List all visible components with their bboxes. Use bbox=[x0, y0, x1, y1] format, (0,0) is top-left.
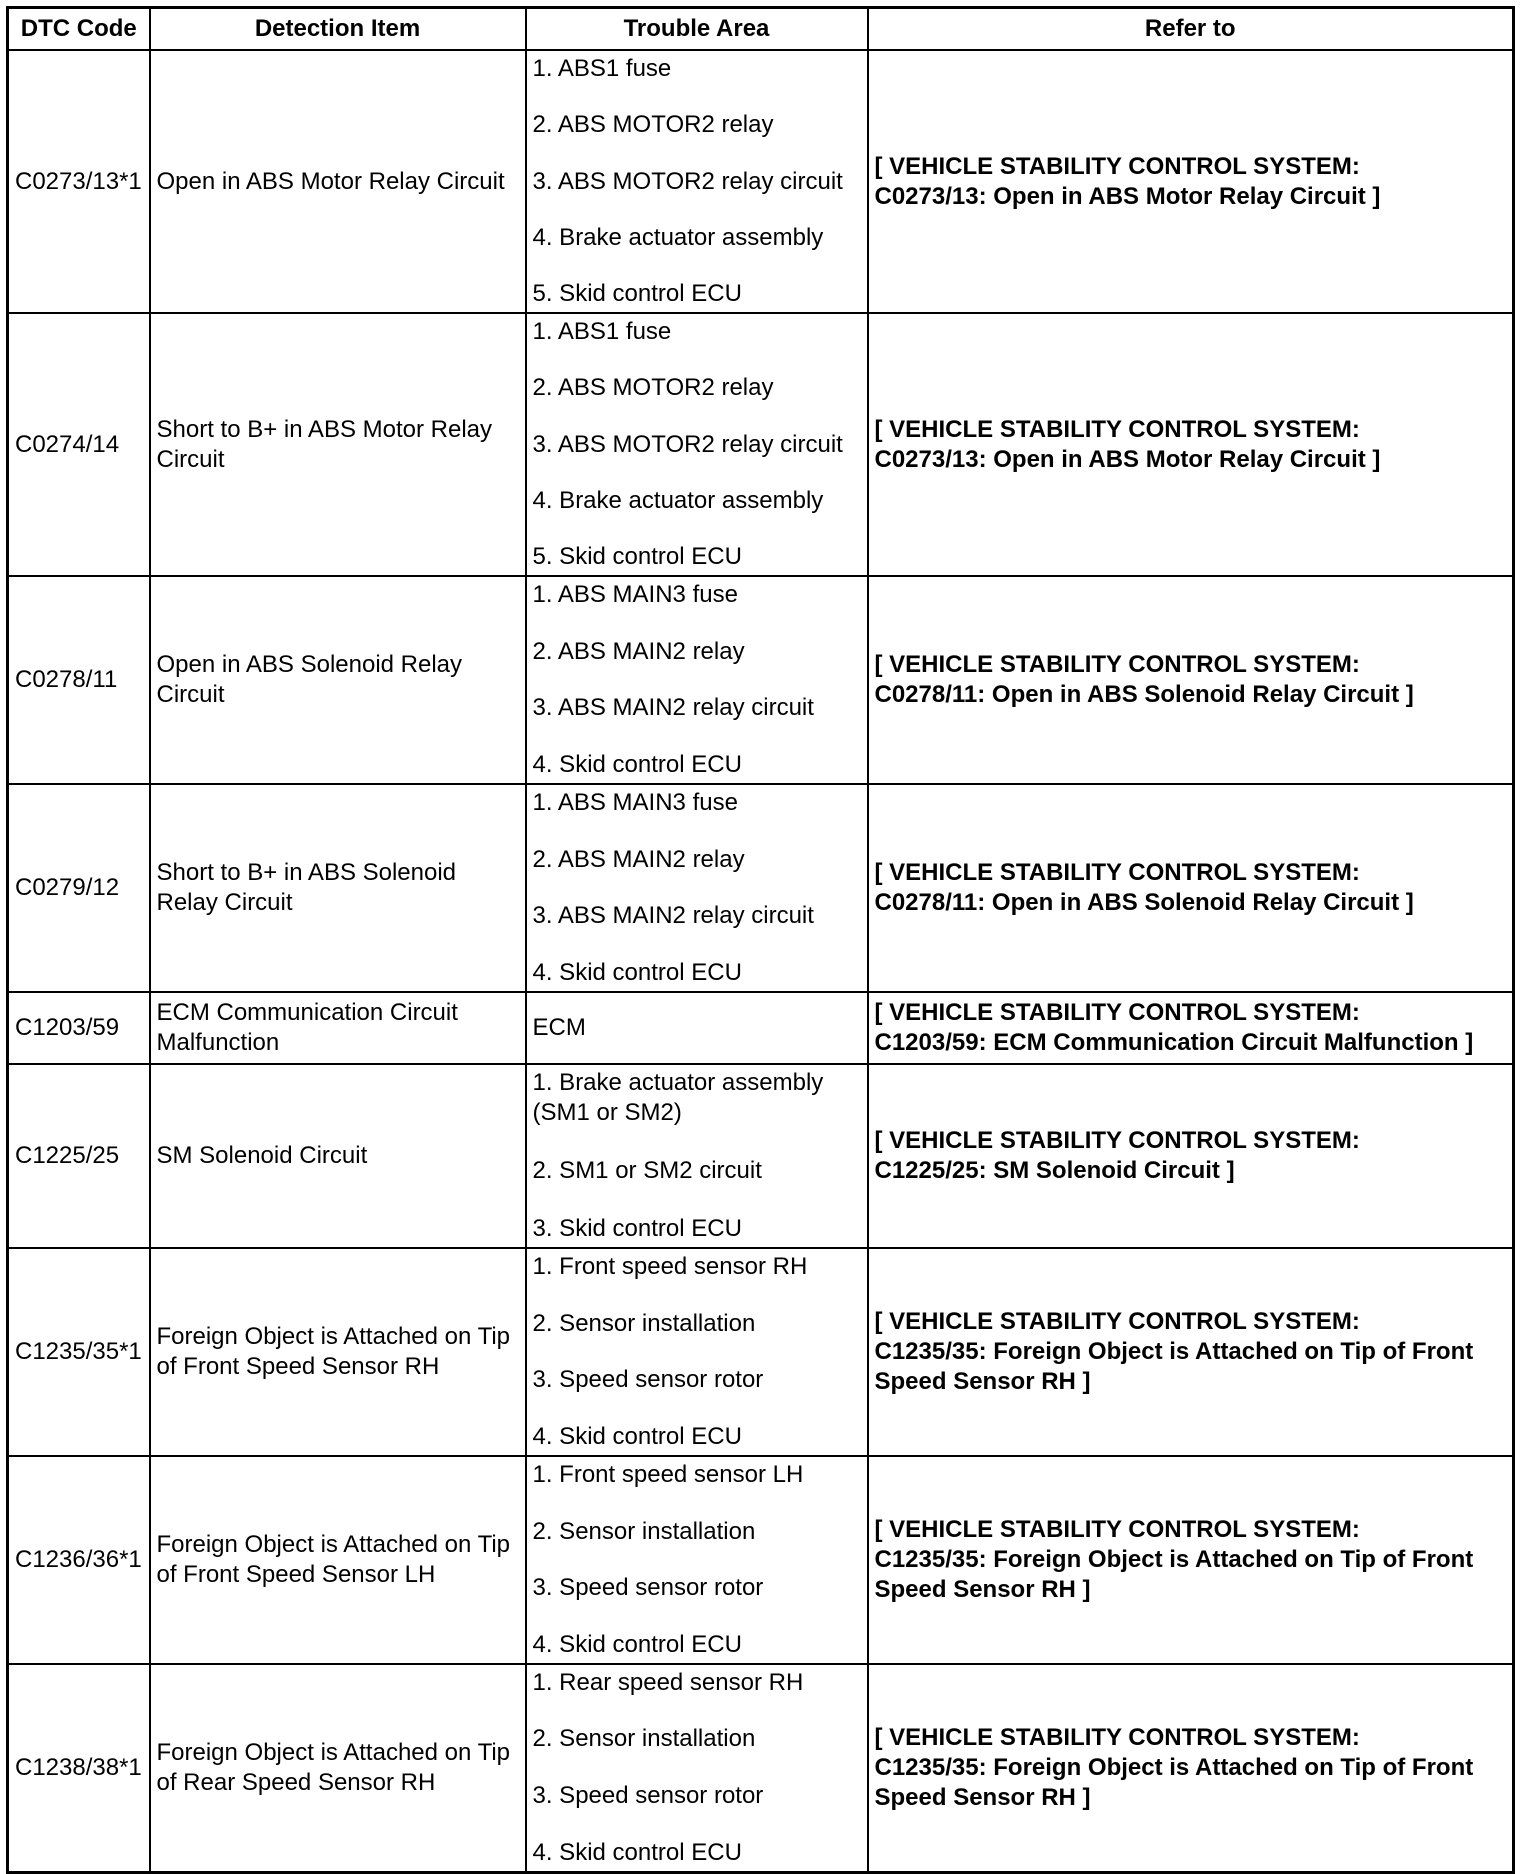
dtc-code: C1225/25 bbox=[8, 1064, 150, 1248]
refer-to-link[interactable]: C1235/35: Foreign Object is Attached on Tip of Front Speed Sensor RH ] bbox=[874, 1753, 1474, 1811]
refer-to bbox=[868, 1456, 1514, 1664]
refer-to-line: [ VEHICLE STABILITY CONTROL SYSTEM: bbox=[874, 651, 1360, 678]
refer-to-link[interactable]: C0273/13: Open in ABS Motor Relay Circuit ] bbox=[874, 445, 1381, 473]
refer-to-line: [ VEHICLE STABILITY CONTROL SYSTEM: bbox=[874, 415, 1360, 443]
trouble-area-item: 3. Speed sensor rotor bbox=[532, 1782, 764, 1810]
table-row bbox=[8, 1064, 1514, 1248]
refer-to bbox=[868, 50, 1514, 313]
trouble-area-item: 1. ABS MAIN3 fuse bbox=[532, 789, 738, 816]
refer-to bbox=[868, 313, 1514, 576]
trouble-area bbox=[526, 1248, 868, 1456]
dtc-code: C1235/35*1 bbox=[8, 1248, 150, 1456]
refer-to-line: [ VEHICLE STABILITY CONTROL SYSTEM: bbox=[874, 859, 1360, 886]
trouble-area-item: 4. Skid control ECU bbox=[532, 1838, 742, 1866]
dtc-code: C1203/59 bbox=[8, 992, 150, 1064]
refer-to-link[interactable]: C1235/35: Foreign Object is Attached on Tip of Front Speed Sensor RH ] bbox=[874, 1546, 1474, 1603]
trouble-area-item: 1. Front speed sensor RH bbox=[532, 1253, 808, 1280]
dtc-code: C0274/14 bbox=[8, 313, 150, 576]
detection-item: Open in ABS Motor Relay Circuit bbox=[150, 50, 526, 313]
header-row bbox=[8, 8, 1514, 51]
trouble-area-item: 1. ABS MAIN3 fuse bbox=[532, 581, 738, 608]
trouble-area bbox=[526, 1064, 868, 1248]
trouble-area-item: 3. ABS MAIN2 relay circuit bbox=[532, 902, 814, 930]
trouble-area bbox=[526, 1456, 868, 1664]
trouble-area-item: 3. ABS MAIN2 relay circuit bbox=[532, 694, 814, 722]
trouble-area-item: 1. Front speed sensor LH bbox=[532, 1461, 804, 1488]
refer-to-link[interactable]: C1235/35: Foreign Object is Attached on Tip of Front Speed Sensor RH ] bbox=[874, 1338, 1474, 1395]
trouble-area-item: 1. Rear speed sensor RH bbox=[532, 1668, 804, 1696]
trouble-area-item: 2. Sensor installation bbox=[532, 1309, 756, 1337]
trouble-area-item: 4. Brake actuator assembly bbox=[532, 223, 824, 251]
trouble-area bbox=[526, 576, 868, 784]
trouble-area-item: ECM bbox=[532, 1014, 586, 1041]
trouble-area-item: 3. Speed sensor rotor bbox=[532, 1574, 764, 1602]
detection-item: Foreign Object is Attached on Tip of Rear Speed Sensor RH bbox=[150, 1664, 526, 1872]
trouble-area-item: 2. ABS MAIN2 relay bbox=[532, 845, 745, 873]
trouble-area bbox=[526, 313, 868, 576]
refer-to bbox=[868, 1248, 1514, 1456]
trouble-area-item: 1. ABS1 fuse bbox=[532, 318, 672, 345]
detection-item: Short to B+ in ABS Motor Relay Circuit bbox=[150, 313, 526, 576]
trouble-area-item: 4. Skid control ECU bbox=[532, 1422, 742, 1450]
trouble-area-item: 3. ABS MOTOR2 relay circuit bbox=[532, 167, 843, 195]
table-row bbox=[8, 784, 1514, 992]
refer-to-link[interactable]: C1225/25: SM Solenoid Circuit ] bbox=[874, 1157, 1235, 1184]
trouble-area-item: 2. ABS MOTOR2 relay bbox=[532, 374, 774, 402]
table-row bbox=[8, 576, 1514, 784]
refer-to bbox=[868, 992, 1514, 1064]
trouble-area-item: 4. Brake actuator assembly bbox=[532, 486, 824, 514]
table-row bbox=[8, 1456, 1514, 1664]
refer-to-line: [ VEHICLE STABILITY CONTROL SYSTEM: bbox=[874, 1127, 1360, 1154]
trouble-area-item: 3. ABS MOTOR2 relay circuit bbox=[532, 430, 843, 458]
trouble-area-item: 4. Skid control ECU bbox=[532, 1630, 742, 1658]
refer-to-link[interactable]: C0278/11: Open in ABS Solenoid Relay Circuit ] bbox=[874, 681, 1414, 708]
dtc-code: C1236/36*1 bbox=[8, 1456, 150, 1664]
table-row bbox=[8, 992, 1514, 1064]
refer-to bbox=[868, 1064, 1514, 1248]
trouble-area-item: 2. ABS MOTOR2 relay bbox=[532, 111, 774, 139]
refer-to-line: [ VEHICLE STABILITY CONTROL SYSTEM: bbox=[874, 1723, 1360, 1751]
refer-to-line: [ VEHICLE STABILITY CONTROL SYSTEM: bbox=[874, 152, 1360, 180]
trouble-area-item: 2. ABS MAIN2 relay bbox=[532, 637, 745, 665]
refer-to-line: [ VEHICLE STABILITY CONTROL SYSTEM: bbox=[874, 1516, 1360, 1543]
refer-to-link[interactable]: C0278/11: Open in ABS Solenoid Relay Circuit ] bbox=[874, 889, 1414, 916]
detection-item: SM Solenoid Circuit bbox=[150, 1064, 526, 1248]
refer-to-line: [ VEHICLE STABILITY CONTROL SYSTEM: bbox=[874, 1308, 1360, 1335]
header-dtc-code: DTC Code bbox=[8, 8, 150, 51]
table-row bbox=[8, 1248, 1514, 1456]
trouble-area-item: 3. Skid control ECU bbox=[532, 1215, 742, 1242]
trouble-area-item: 5. Skid control ECU bbox=[532, 280, 742, 307]
trouble-area-item: 5. Skid control ECU bbox=[532, 543, 742, 570]
header-detection-item: Detection Item bbox=[150, 8, 526, 51]
detection-item: Foreign Object is Attached on Tip of Front Speed Sensor LH bbox=[150, 1456, 526, 1664]
trouble-area-item: 1. ABS1 fuse bbox=[532, 55, 672, 82]
dtc-code: C1238/38*1 bbox=[8, 1664, 150, 1872]
trouble-area-item: 2. SM1 or SM2 circuit bbox=[532, 1157, 762, 1184]
table-row bbox=[8, 313, 1514, 576]
trouble-area bbox=[526, 50, 868, 313]
detection-item: Short to B+ in ABS Solenoid Relay Circuit bbox=[150, 784, 526, 992]
trouble-area bbox=[526, 1664, 868, 1872]
header-refer-to: Refer to bbox=[868, 8, 1514, 51]
table-row bbox=[8, 1664, 1514, 1872]
refer-to-link[interactable]: C1203/59: ECM Communication Circuit Malfunction ] bbox=[874, 1029, 1474, 1056]
dtc-code: C0273/13*1 bbox=[8, 50, 150, 313]
refer-to-line: [ VEHICLE STABILITY CONTROL SYSTEM: bbox=[874, 999, 1360, 1026]
table-row bbox=[8, 50, 1514, 313]
dtc-code: C0278/11 bbox=[8, 576, 150, 784]
refer-to bbox=[868, 576, 1514, 784]
trouble-area-item: 4. Skid control ECU bbox=[532, 750, 742, 778]
trouble-area-item: 4. Skid control ECU bbox=[532, 958, 742, 986]
detection-item: ECM Communication Circuit Malfunction bbox=[150, 992, 526, 1064]
refer-to bbox=[868, 1664, 1514, 1872]
refer-to-link[interactable]: C0273/13: Open in ABS Motor Relay Circuit ] bbox=[874, 182, 1381, 210]
detection-item: Foreign Object is Attached on Tip of Front Speed Sensor RH bbox=[150, 1248, 526, 1456]
trouble-area bbox=[526, 992, 868, 1064]
trouble-area bbox=[526, 784, 868, 992]
refer-to bbox=[868, 784, 1514, 992]
dtc-table bbox=[6, 6, 1515, 1874]
trouble-area-item: 1. Brake actuator assembly (SM1 or SM2) bbox=[532, 1069, 824, 1126]
detection-item: Open in ABS Solenoid Relay Circuit bbox=[150, 576, 526, 784]
trouble-area-item: 2. Sensor installation bbox=[532, 1725, 756, 1753]
trouble-area-item: 2. Sensor installation bbox=[532, 1517, 756, 1545]
trouble-area-item: 3. Speed sensor rotor bbox=[532, 1366, 764, 1394]
header-trouble-area: Trouble Area bbox=[526, 8, 868, 51]
dtc-code: C0279/12 bbox=[8, 784, 150, 992]
